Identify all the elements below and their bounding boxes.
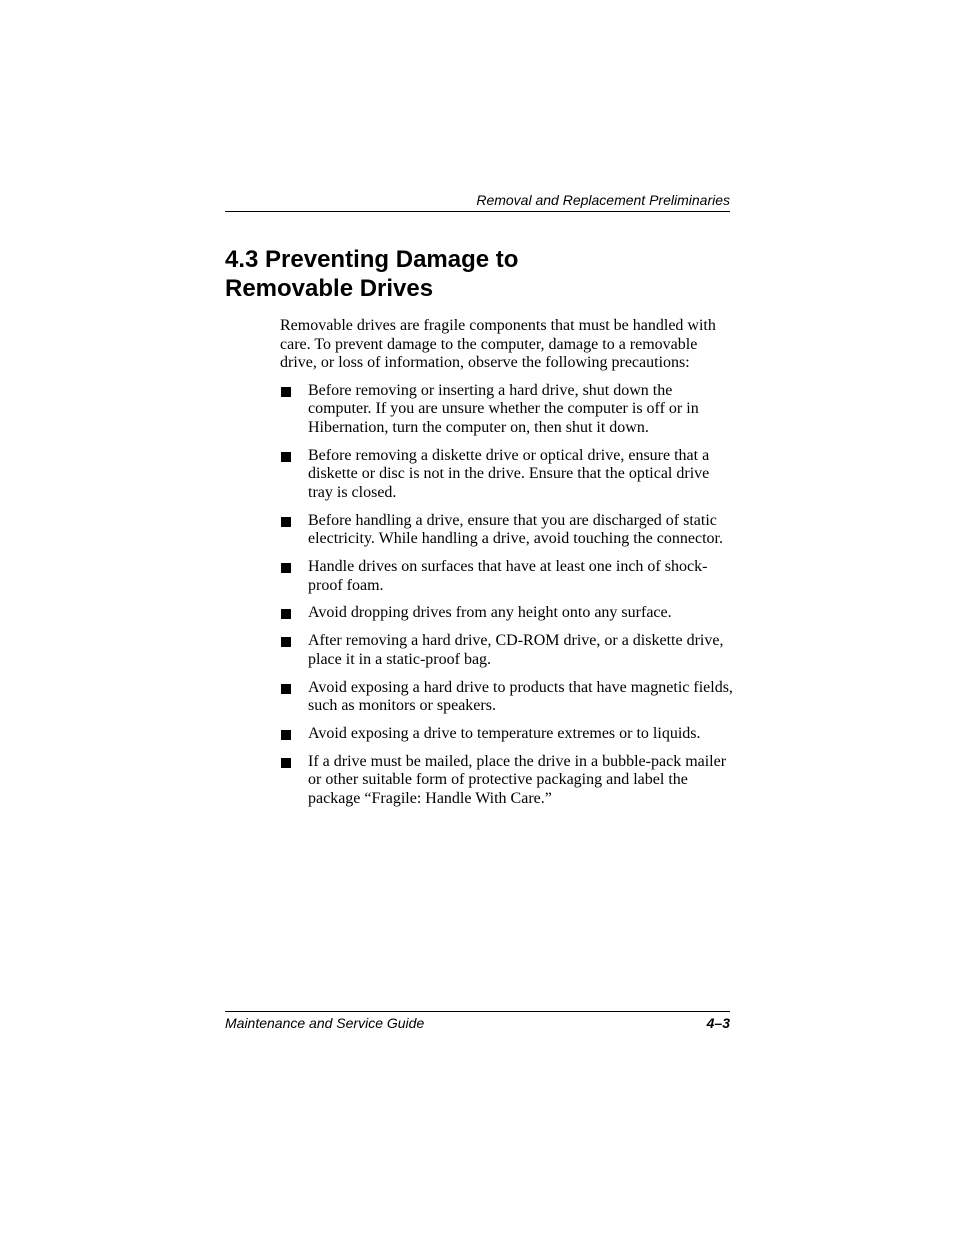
list-item bbox=[280, 632, 735, 669]
list-item bbox=[280, 558, 735, 595]
section-title-line-1: 4.3 Preventing Damage to bbox=[225, 246, 519, 273]
square-bullet-icon bbox=[281, 730, 291, 740]
list-item-text: Before removing or inserting a hard drive, shut down the computer. If you are unsure whether the computer is off or in Hibernation, turn the computer on, then shut it down. bbox=[308, 381, 699, 436]
list-item bbox=[280, 604, 735, 623]
precautions-list bbox=[280, 382, 735, 809]
intro-paragraph: Removable drives are fragile components that must be handled with care. To prevent damage to the computer, damage to a removable drive, or loss of information, observe the following precautions: bbox=[280, 317, 716, 372]
list-item bbox=[280, 512, 735, 549]
list-item-text: Before handling a drive, ensure that you are discharged of static electricity. While handling a drive, avoid touching the connector. bbox=[308, 511, 723, 548]
list-item bbox=[280, 447, 735, 503]
list-item-text: Before removing a diskette drive or optical drive, ensure that a diskette or disc is not in the drive. Ensure that the optical drive tray is closed. bbox=[308, 446, 710, 501]
square-bullet-icon bbox=[281, 563, 291, 573]
square-bullet-icon bbox=[281, 758, 291, 768]
square-bullet-icon bbox=[281, 452, 291, 462]
section-body bbox=[280, 317, 735, 818]
square-bullet-icon bbox=[281, 609, 291, 619]
section-title bbox=[225, 245, 730, 303]
list-item-text: Avoid exposing a drive to temperature extremes or to liquids. bbox=[308, 725, 701, 742]
list-item-text: Handle drives on surfaces that have at least one inch of shock-proof foam. bbox=[308, 558, 708, 594]
header-rule bbox=[225, 211, 730, 212]
list-item-text: Avoid exposing a hard drive to products that have magnetic fields, such as monitors or speakers. bbox=[308, 678, 733, 715]
square-bullet-icon bbox=[281, 387, 291, 397]
footer-rule bbox=[225, 1011, 730, 1012]
list-item-text: Avoid dropping drives from any height onto any surface. bbox=[308, 604, 672, 622]
footer-guide-title: Maintenance and Service Guide bbox=[225, 1015, 425, 1031]
square-bullet-icon bbox=[281, 637, 291, 647]
section-title-line-2: Removable Drives bbox=[225, 275, 434, 302]
square-bullet-icon bbox=[281, 684, 291, 694]
square-bullet-icon bbox=[281, 517, 291, 527]
list-item bbox=[280, 382, 735, 438]
list-item bbox=[280, 753, 735, 809]
list-item bbox=[280, 679, 735, 716]
list-item bbox=[280, 725, 735, 744]
page-number: 4–3 bbox=[706, 1015, 730, 1031]
running-header: Removal and Replacement Preliminaries bbox=[476, 192, 730, 208]
list-item-text: If a drive must be mailed, place the drive in a bubble-pack mailer or other suitable form of protective packaging and label the package “Fragile: Handle With Care.” bbox=[308, 752, 727, 807]
list-item-text: After removing a hard drive, CD-ROM drive, or a diskette drive, place it in a static-proof bag. bbox=[308, 632, 724, 668]
